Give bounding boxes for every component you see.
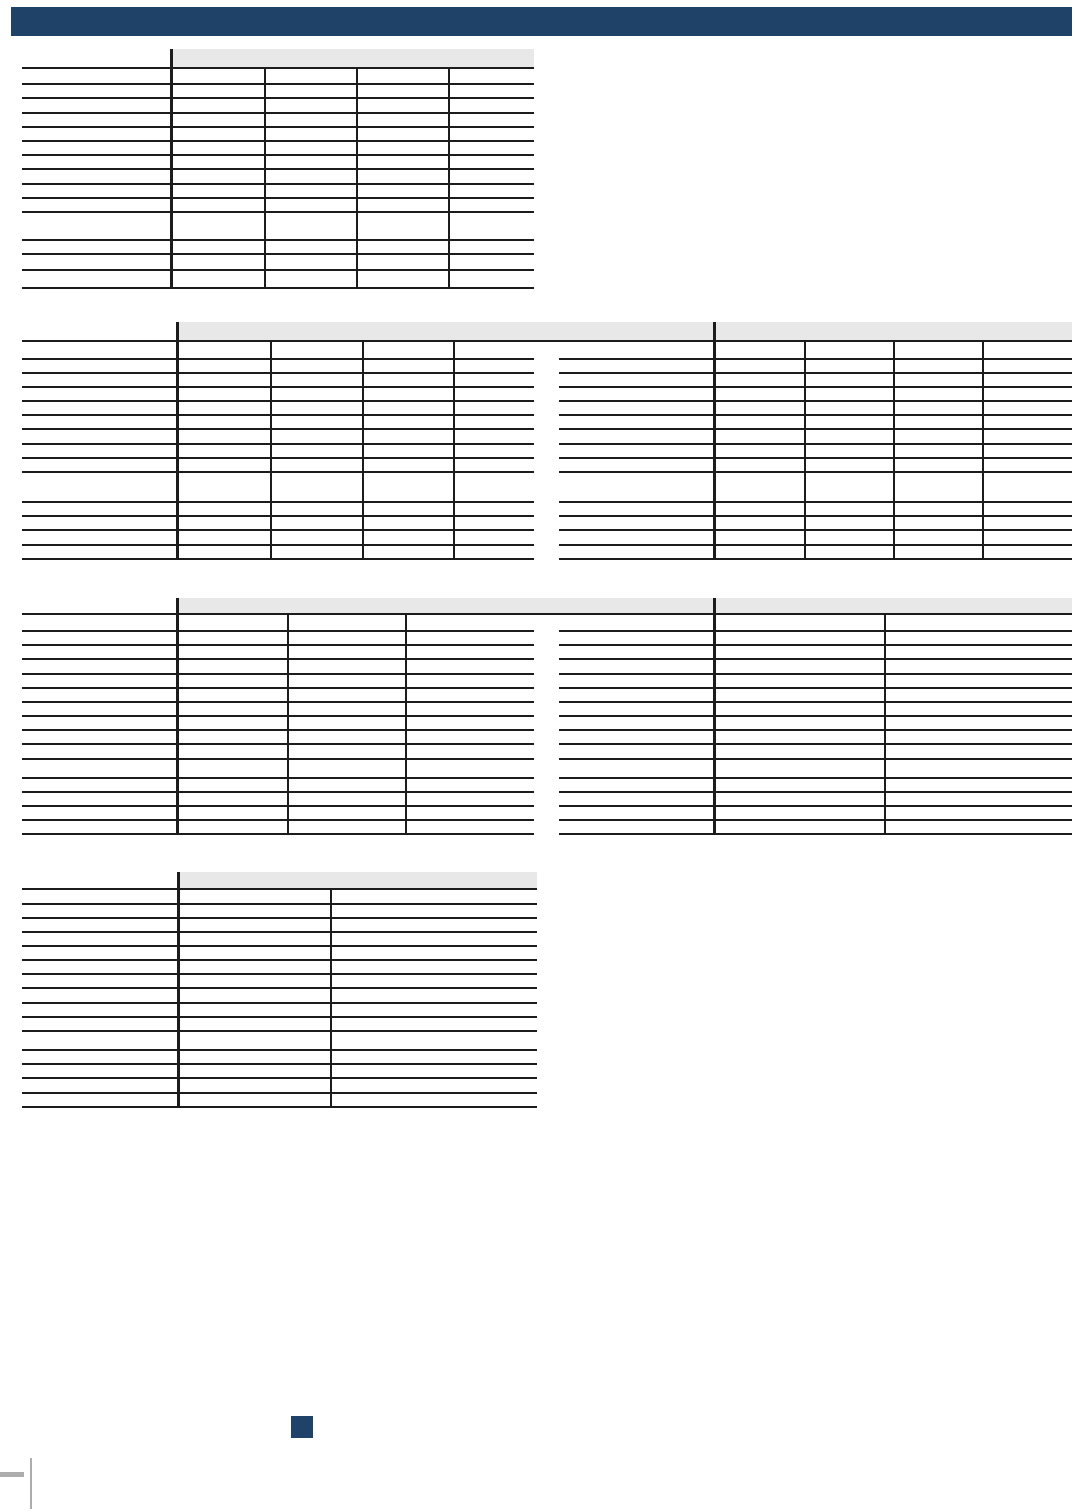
- table-1-column-rule: [264, 67, 266, 289]
- table-3-right-row-rule: [559, 658, 1072, 660]
- table-2-right-row-rule: [559, 457, 1072, 459]
- table-3-right-column-rule: [884, 613, 886, 835]
- table-1-header-band: [170, 49, 534, 67]
- table-1-label-divider: [170, 49, 173, 289]
- table-4-row-rule: [22, 1106, 537, 1108]
- table-1-top-rule: [22, 67, 534, 69]
- table-2-right-row-rule: [559, 414, 1072, 416]
- table-1-row-rule: [22, 154, 534, 156]
- table-2-left-row-rule: [22, 544, 534, 546]
- table-2-right-row-rule: [559, 544, 1072, 546]
- table-3-left-row-rule: [22, 791, 534, 793]
- table-2-right-label-divider: [713, 322, 716, 560]
- table-3-right-row-rule: [559, 729, 1072, 731]
- table-1-row-rule: [22, 197, 534, 199]
- table-3-left-label-divider: [176, 598, 179, 835]
- table-1-row-rule: [22, 140, 534, 142]
- table-4-row-rule: [22, 1016, 537, 1018]
- table-1-row-rule: [22, 83, 534, 85]
- table-1-row-rule: [22, 269, 534, 271]
- table-4-row-rule: [22, 973, 537, 975]
- table-3-right-row-rule: [559, 743, 1072, 745]
- table-2-right-row-rule: [559, 515, 1072, 517]
- table-4-row-rule: [22, 959, 537, 961]
- table-3-left-row-rule: [22, 729, 534, 731]
- table-3-top-rule: [22, 613, 1072, 615]
- table-2-right-row-rule: [559, 443, 1072, 445]
- table-4-row-rule: [22, 1030, 537, 1032]
- table-3-right-row-rule: [559, 630, 1072, 632]
- table-2-left-row-rule: [22, 558, 534, 560]
- table-2-left-row-rule: [22, 414, 534, 416]
- table-2-left-row-rule: [22, 358, 534, 360]
- table-2-top-rule: [22, 340, 1072, 342]
- table-4-row-rule: [22, 1063, 537, 1065]
- table-2-left-row-rule: [22, 471, 534, 473]
- table-2-right-row-rule: [559, 386, 1072, 388]
- table-2-left-row-rule: [22, 501, 534, 503]
- table-4-row-rule: [22, 1092, 537, 1094]
- table-2-left-column-rule: [362, 340, 364, 560]
- table-1-row-rule: [22, 211, 534, 213]
- table-2-right-column-rule: [893, 340, 895, 560]
- table-3-left-row-rule: [22, 687, 534, 689]
- table-2-right-row-rule: [559, 400, 1072, 402]
- table-4-row-rule: [22, 917, 537, 919]
- table-3-right-row-rule: [559, 673, 1072, 675]
- table-1-row-rule: [22, 287, 534, 289]
- table-3-left-row-rule: [22, 833, 534, 835]
- table-3-left-row-rule: [22, 777, 534, 779]
- table-3-right-label-divider: [713, 598, 716, 835]
- table-2-right-row-rule: [559, 372, 1072, 374]
- table-2-right-row-rule: [559, 428, 1072, 430]
- table-3-left-row-rule: [22, 644, 534, 646]
- table-4-row-rule: [22, 987, 537, 989]
- table-4-row-rule: [22, 945, 537, 947]
- table-4-header-band: [177, 872, 537, 888]
- table-3-left-row-rule: [22, 658, 534, 660]
- table-2-left-column-rule: [270, 340, 272, 560]
- table-1-row-rule: [22, 112, 534, 114]
- table-3-left-row-rule: [22, 805, 534, 807]
- table-2-left-row-rule: [22, 386, 534, 388]
- table-2-right-column-rule: [982, 340, 984, 560]
- table-1-row-rule: [22, 97, 534, 99]
- table-2-header-band: [176, 322, 1072, 340]
- table-3-left-row-rule: [22, 743, 534, 745]
- table-1-row-rule: [22, 168, 534, 170]
- table-4-column-rule: [330, 888, 332, 1108]
- table-2-right-column-rule: [804, 340, 806, 560]
- table-3-right-row-rule: [559, 791, 1072, 793]
- table-3-left-row-rule: [22, 673, 534, 675]
- table-3-right-row-rule: [559, 819, 1072, 821]
- table-4-row-rule: [22, 903, 537, 905]
- table-1-row-rule: [22, 239, 534, 241]
- table-4-row-rule: [22, 1049, 537, 1051]
- table-2-left-column-rule: [453, 340, 455, 560]
- table-3-left-row-rule: [22, 701, 534, 703]
- footer-fold-mark-bar: [0, 1472, 24, 1477]
- table-3-right-row-rule: [559, 701, 1072, 703]
- table-4-label-divider: [177, 872, 180, 1108]
- table-2-left-row-rule: [22, 529, 534, 531]
- table-3-right-row-rule: [559, 687, 1072, 689]
- table-1-column-rule: [356, 67, 358, 289]
- table-3-header-band: [176, 598, 1072, 613]
- table-2-left-row-rule: [22, 443, 534, 445]
- table-2-left-row-rule: [22, 515, 534, 517]
- table-3-right-row-rule: [559, 777, 1072, 779]
- table-2-left-row-rule: [22, 428, 534, 430]
- table-4-row-rule: [22, 931, 537, 933]
- header-banner: [11, 7, 1072, 36]
- table-1-row-rule: [22, 253, 534, 255]
- table-4-top-rule: [22, 888, 537, 890]
- table-2-right-row-rule: [559, 529, 1072, 531]
- table-3-left-row-rule: [22, 715, 534, 717]
- table-2-left-row-rule: [22, 400, 534, 402]
- table-3-left-row-rule: [22, 819, 534, 821]
- table-3-right-row-rule: [559, 715, 1072, 717]
- table-2-right-row-rule: [559, 558, 1072, 560]
- table-3-left-column-rule: [405, 613, 407, 835]
- table-1-row-rule: [22, 183, 534, 185]
- table-2-right-row-rule: [559, 501, 1072, 503]
- table-3-right-row-rule: [559, 805, 1072, 807]
- table-3-left-column-rule: [287, 613, 289, 835]
- table-2-left-row-rule: [22, 457, 534, 459]
- table-3-left-row-rule: [22, 758, 534, 760]
- table-3-right-row-rule: [559, 833, 1072, 835]
- table-3-right-row-rule: [559, 758, 1072, 760]
- table-3-left-row-rule: [22, 630, 534, 632]
- table-2-left-row-rule: [22, 372, 534, 374]
- table-2-right-row-rule: [559, 358, 1072, 360]
- table-1-column-rule: [448, 67, 450, 289]
- table-4-row-rule: [22, 1077, 537, 1079]
- table-2-left-label-divider: [176, 322, 179, 560]
- table-4-row-rule: [22, 1002, 537, 1004]
- table-3-right-row-rule: [559, 644, 1072, 646]
- footer-navy-square: [291, 1416, 313, 1438]
- table-2-right-row-rule: [559, 471, 1072, 473]
- table-1-row-rule: [22, 126, 534, 128]
- footer-fold-mark-line: [30, 1458, 32, 1509]
